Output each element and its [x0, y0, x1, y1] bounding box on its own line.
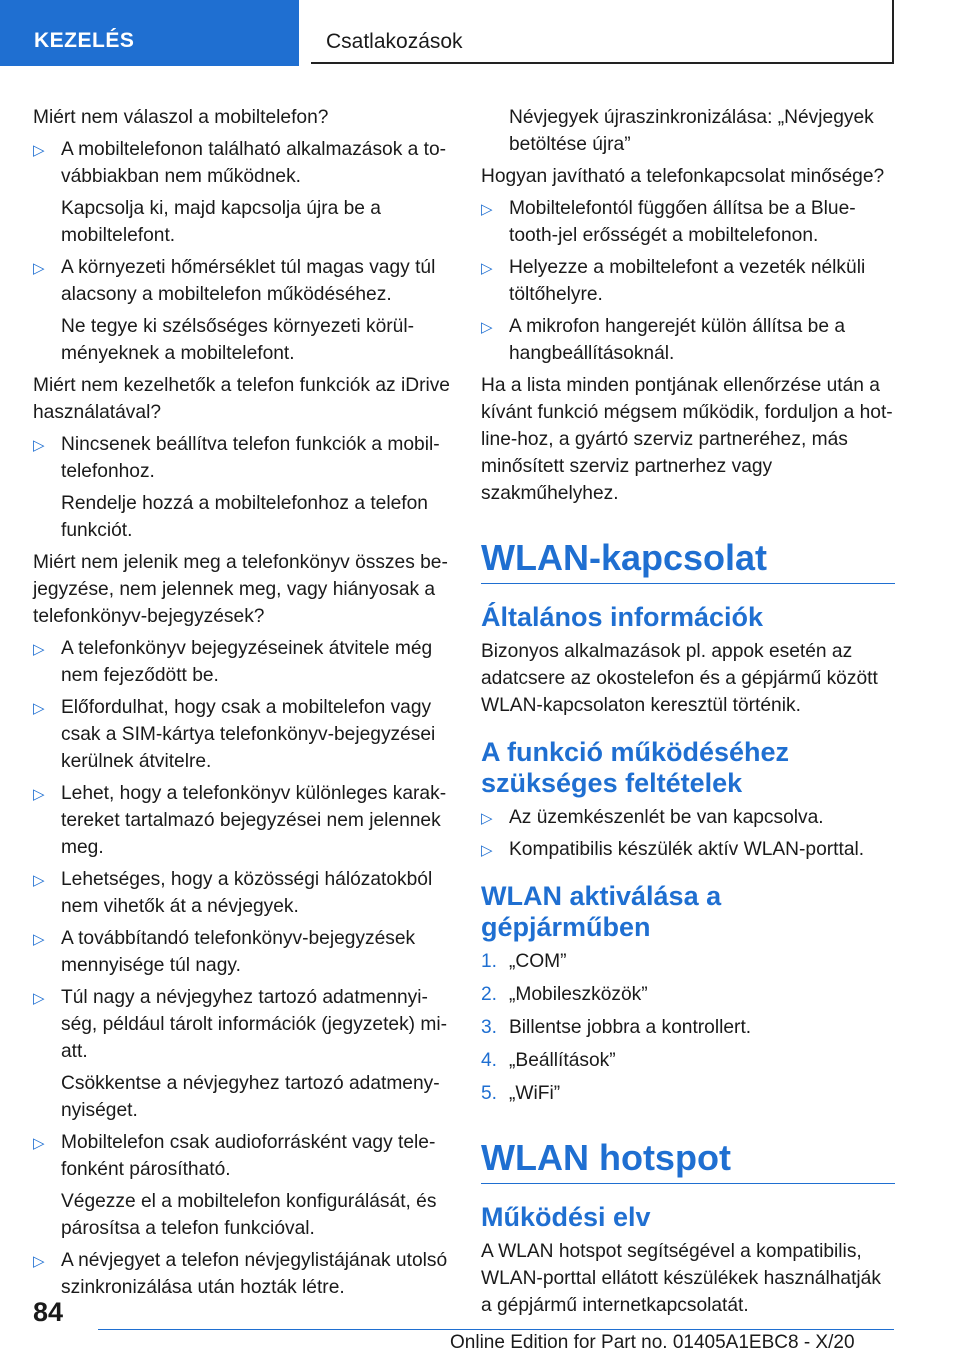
heading-wlan-hotspot: WLAN hotspot: [481, 1137, 895, 1184]
bullet-remedy: Névjegyek újraszinkronizálása: „Névjegyek betöltése újra”: [509, 107, 874, 155]
bullet-remedy: Ne tegye ki szélsőséges környezeti körülményeknek a mobiltelefont.: [61, 316, 414, 364]
footer-edition: Online Edition for Part no. 01405A1EBC8 - X/20: [450, 1332, 855, 1353]
bullet-item: ▷ A mobiltelefonon található alkalmazások a továbbiakban nem működnek.: [33, 139, 447, 187]
triangle-bullet-icon: ▷: [33, 1135, 45, 1152]
bullet-item: ▷ A mikrofon hangerejét külön állítsa be a hangbeállításoknál.: [481, 316, 845, 364]
question: Hogyan javítható a telefonkapcsolat minősége?: [481, 166, 885, 187]
triangle-bullet-icon: ▷: [33, 931, 45, 948]
bullet-item: ▷ Helyezze a mobiltelefont a vezeték nélküli töltőhelyre.: [481, 257, 866, 305]
triangle-bullet-icon: ▷: [33, 142, 45, 159]
triangle-bullet-icon: ▷: [33, 786, 45, 803]
section-tab: KEZELÉS: [0, 0, 299, 66]
question: Miért nem kezelhetők a telefon funkciók az iDrive használatával?: [33, 375, 450, 423]
step-item: 2. „Mobileszközök”: [481, 981, 895, 1008]
triangle-bullet-icon: ▷: [33, 260, 45, 277]
step-number: 1.: [481, 951, 498, 972]
left-column: [33, 104, 451, 1306]
triangle-bullet-icon: ▷: [481, 842, 493, 859]
bullet-item: ▷ A telefonkönyv bejegyzéseinek átvitele még nem fejeződött be.: [33, 638, 433, 686]
bullet-item: ▷ A névjegyet a telefon névjegylistájának utolsó szinkronizálása után hozták létre.: [33, 1250, 448, 1298]
bullet-item: ▷ Nincsenek beállítva telefon funkciók a mobiltelefonhoz.: [33, 434, 440, 482]
triangle-bullet-icon: ▷: [33, 990, 45, 1007]
triangle-bullet-icon: ▷: [33, 872, 45, 889]
step-item: 1. „COM”: [481, 948, 895, 975]
footer-divider: [98, 1329, 894, 1330]
bullet-item: ▷ Előfordulhat, hogy csak a mobiltelefon vagy csak a SIM-kártya telefonkönyv-bejegyzései kerülnek átvitelre.: [33, 697, 436, 772]
triangle-bullet-icon: ▷: [33, 437, 45, 454]
paragraph: A WLAN hotspot segítségével a kompatibilis, WLAN-porttal ellátott készülékek használhatják a gépjármű internetkapcsolatát.: [481, 1241, 881, 1316]
bullet-item: ▷ Az üzemkészenlét be van kapcsolva.: [481, 804, 895, 831]
triangle-bullet-icon: ▷: [481, 810, 493, 827]
right-column: [481, 104, 895, 1324]
step-number: 4.: [481, 1050, 498, 1071]
heading-principle: Működési elv: [481, 1202, 651, 1232]
heading-wlan-connection: WLAN-kapcsolat: [481, 537, 895, 584]
paragraph: Ha a lista minden pontjának ellenőrzése után a kívánt funkció mégsem működik, forduljon a hotline-hoz, a gyártó szerviz partneréhez, más minősített szerviz partnerhez vagy szakműhelyhez.: [481, 375, 893, 504]
heading-general-info: Általános információk: [481, 602, 764, 632]
bullet-item: ▷ Túl nagy a névjegyhez tartozó adatmennyiség, például tárolt információk (jegyzetek) miatt.: [33, 987, 448, 1062]
paragraph: Bizonyos alkalmazások pl. appok esetén az adatcsere az okostelefon és a gépjármű között WLAN-kapcsolaton keresztül történik.: [481, 641, 878, 716]
bullet-item: ▷ Mobiltelefontól függően állítsa be a Bluetooth-jel erősségét a mobiltelefonon.: [481, 198, 856, 246]
question: Miért nem jelenik meg a telefonkönyv összes bejegyzése, nem jelennek meg, vagy hiányosak a telefonkönyv-bejegyzések?: [33, 552, 448, 627]
bullet-remedy: Végezze el a mobiltelefon konfigurálását, és párosítsa a telefon funkcióval.: [61, 1191, 437, 1239]
bullet-item: ▷ Mobiltelefon csak audioforrásként vagy telefonként párosítható.: [33, 1132, 436, 1180]
question: Miért nem válaszol a mobiltelefon?: [33, 107, 329, 128]
bullet-remedy: Rendelje hozzá a mobiltelefonhoz a telefon funkciót.: [61, 493, 428, 541]
heading-wlan-activation: WLAN aktiválása a gépjárműben: [481, 881, 722, 942]
triangle-bullet-icon: ▷: [33, 1253, 45, 1270]
triangle-bullet-icon: ▷: [481, 201, 493, 218]
triangle-bullet-icon: ▷: [481, 260, 493, 277]
bullet-item: ▷ Lehetséges, hogy a közösségi hálózatokból nem vihetők át a névjegyek.: [33, 869, 433, 917]
bullet-remedy: Kapcsolja ki, majd kapcsolja újra be a mobiltelefont.: [61, 198, 381, 246]
page-number: 84: [33, 1297, 64, 1327]
bullet-item: ▷ Kompatibilis készülék aktív WLAN-porttal.: [481, 836, 895, 863]
bullet-remedy: Csökkentse a névjegyhez tartozó adatmenynyiséget.: [61, 1073, 440, 1121]
bullet-item: ▷ A környezeti hőmérséklet túl magas vagy túl alacsony a mobiltelefon működéséhez.: [33, 257, 436, 305]
step-item: 3. Billentse jobbra a kontrollert.: [481, 1014, 895, 1041]
step-number: 5.: [481, 1083, 498, 1104]
bullet-item: ▷ Lehet, hogy a telefonkönyv különleges karaktereket tartalmazó bejegyzései nem jelennek meg.: [33, 783, 447, 858]
triangle-bullet-icon: ▷: [33, 641, 45, 658]
step-number: 3.: [481, 1017, 498, 1038]
step-item: 4. „Beállítások”: [481, 1047, 895, 1074]
heading-requirements: A funkció működéséhez szükséges feltételek: [481, 737, 790, 798]
triangle-bullet-icon: ▷: [33, 700, 45, 717]
chapter-title: Csatlakozások: [311, 0, 894, 64]
bullet-item: ▷ A továbbítandó telefonkönyv-bejegyzések mennyisége túl nagy.: [33, 928, 416, 976]
triangle-bullet-icon: ▷: [481, 319, 493, 336]
step-item: 5. „WiFi”: [481, 1080, 895, 1107]
step-number: 2.: [481, 984, 498, 1005]
